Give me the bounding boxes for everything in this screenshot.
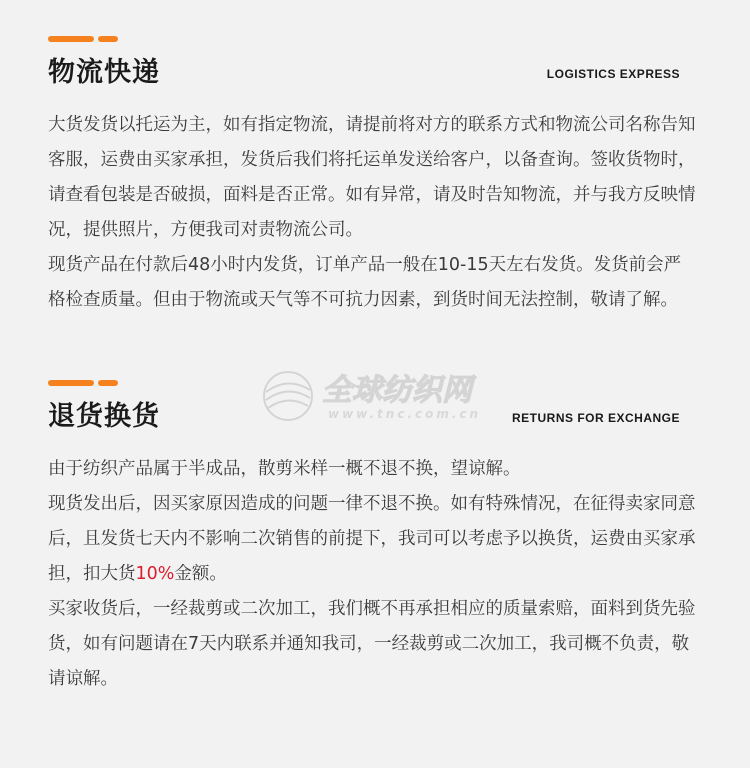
watermark-name: 全球纺织网 bbox=[322, 373, 472, 408]
section-subtitle: RETURNS FOR EXCHANGE bbox=[511, 411, 680, 425]
accent-bars bbox=[48, 36, 698, 42]
paragraph: 由于纺织产品属于半成品，散剪米样一概不退不换，望谅解。 bbox=[48, 459, 521, 479]
section-body bbox=[48, 452, 698, 697]
section-heading bbox=[48, 398, 698, 442]
watermark-url: www.tnc.com.cn bbox=[328, 407, 482, 421]
paragraph: 买家收货后，一经裁剪或二次加工，我们概不再承担相应的质量索赔，面料到货先验货，如有问题请在7天内联系并通知我司，一经裁剪或二次加工，我司概不负责，敬请谅解。 bbox=[48, 599, 696, 689]
logistics-section bbox=[48, 36, 698, 318]
section-body bbox=[48, 108, 698, 318]
paragraph: 大货发货以托运为主，如有指定物流，请提前将对方的联系方式和物流公司名称告知客服，运费由买家承担，发货后我们将托运单发送给客户，以备查询。签收货物时，请查看包装是否破损，面料是否正常。如有异常，请及时告知物流，并与我方反映情况，提供照片，方便我司对责物流公司。 bbox=[48, 115, 696, 240]
section-heading bbox=[48, 54, 698, 98]
paragraph bbox=[48, 487, 698, 592]
accent-bars bbox=[48, 380, 698, 386]
paragraph: 现货产品在付款后48小时内发货，订单产品一般在10-15天左右发货。发货前会严格检查质量。但由于物流或天气等不可抗力因素，到货时间无法控制，敬请了解。 bbox=[48, 255, 682, 310]
section-title: 物流快递 bbox=[48, 57, 160, 88]
paragraph-text: 现货发出后，因买家原因造成的问题一律不退不换。如有特殊情况，在征得卖家同意后，且发货七天内不影响二次销售的前提下，我司可以考虑予以换货，运费由买家承担，扣大货 bbox=[48, 494, 696, 584]
deduction-percent: 10% bbox=[135, 564, 175, 584]
accent-bar-short bbox=[98, 36, 118, 42]
returns-section bbox=[48, 380, 698, 697]
accent-bar-long bbox=[48, 380, 94, 386]
accent-bar-long bbox=[48, 36, 94, 42]
section-title: 退货换货 bbox=[48, 401, 160, 432]
section-subtitle: LOGISTICS EXPRESS bbox=[546, 67, 680, 81]
accent-bar-short bbox=[98, 380, 118, 386]
paragraph-text: 金额。 bbox=[174, 564, 227, 584]
